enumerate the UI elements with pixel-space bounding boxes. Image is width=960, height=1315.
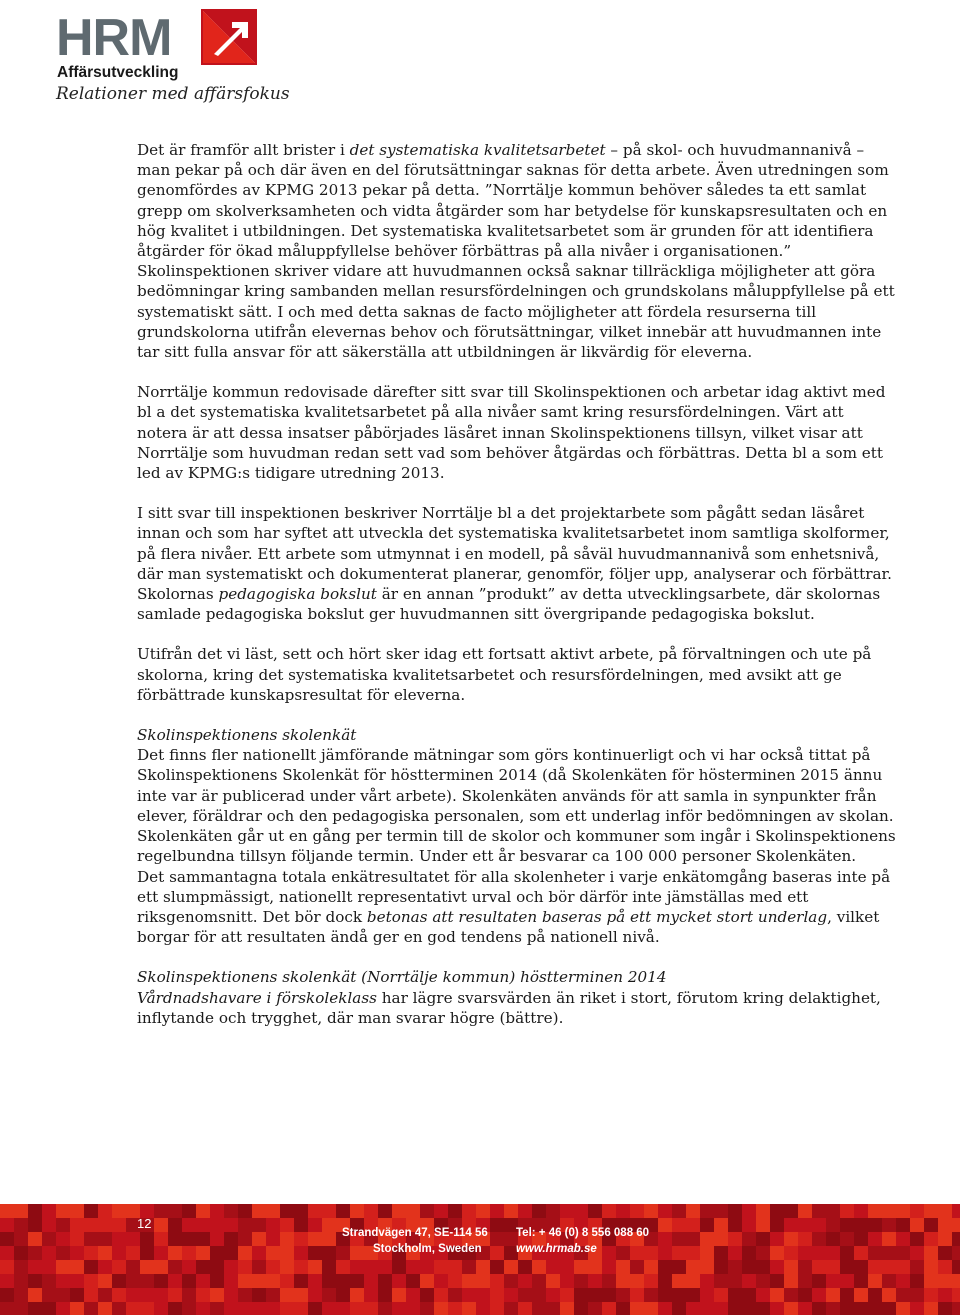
- paragraph-4: Utifrån det vi läst, sett och hört sker idag ett fortsatt aktivt arbete, på förvaltningen och ute på skolorna, kring det systematiska kvalitetsarbetet och resursfördelningen, med avsikt att ge förbättrade kunskapsresultat för eleverna.: [137, 645, 872, 704]
- section-heading: Skolinspektionens skolenkät (Norrtälje kommun) höstterminen 2014: [137, 968, 667, 987]
- footer-band: [0, 1204, 960, 1315]
- hrm-logo: [52, 6, 290, 106]
- document-body: [137, 140, 897, 1048]
- footer-contact: Tel: + 46 (0) 8 556 088 60 www.hrmab.se: [516, 1227, 650, 1255]
- logo-subtitle: Affärsutveckling: [57, 64, 179, 81]
- paragraph-2: Norrtälje kommun redovisade därefter sitt svar till Skolinspektionen och arbetar idag aktivt med bl a det systematiska kvalitetsarbetet på alla nivåer samt kring resursfördelningen. Värt att notera är att dessa insatser påbörjades läsåret innan Skolinspektionens tillsyn, vilket visar att Norrtälje som huvudman redan sett vad som behöver åtgärdas och förbättras. Detta bl a som ett led av KPMG:s tidigare utredning 2013.: [137, 383, 886, 483]
- inline-emphasis: Vårdnadshavare i förskoleklass: [137, 988, 377, 1007]
- website-link[interactable]: www.hrmab.se: [516, 1243, 597, 1255]
- section-norrtalje: Skolinspektionens skolenkät (Norrtälje kommun) höstterminen 2014 Vårdnadshavare i förskoleklass har lägre svarsvärden än riket i stort, förutom kring delaktighet, inflytande och trygghet, där man svarar högre (bättre).: [137, 968, 881, 1027]
- paragraph-3: I sitt svar till inspektionen beskriver Norrtälje bl a det projektarbete som pågått sedan läsåret innan och som har syftet att utveckla det systematiska kvalitetsarbetet inom samtliga skolformer, på flera nivåer. Ett arbete som utmynnat i en modell, på såväl huvudmannanivå som enhetsnivå, där man systematiskt och dokumenterat planerar, genomför, följer upp, analyserar och förbättrar. Skolornas pedagogiska bokslut är en annan ”produkt” av detta utvecklingsarbete, där skolornas samlade pedagogiska bokslut ger huvudmannen sitt övergripande pedagogiska bokslut.: [137, 504, 892, 624]
- logo-wordmark: HRM: [56, 9, 172, 67]
- page-number: 12: [137, 1216, 152, 1231]
- logo-tagline: Relationer med affärsfokus: [56, 84, 290, 104]
- section-skolenkat: [137, 725, 897, 947]
- section-heading: Skolinspektionens skolenkät: [137, 726, 357, 745]
- paragraph-6: Det sammantagna totala enkätresultatet för alla skolenheter i varje enkätomgång baseras inte på ett slumpmässigt, nationellt representativt urval och bör därför inte jämställas med ett riksgenomsnitt. Det bör dock betonas att resultaten baseras på ett mycket stort underlag, vilket borgar för att resultaten ändå ger en god tendens på nationell nivå.: [137, 867, 891, 947]
- paragraph-1: Det är framför allt brister i det systematiska kvalitetsarbetet – på skol- och huvudmannanivå – man pekar på och där även en del förutsättningar saknas för detta arbete. Även utredningen som genomfördes av KPMG 2013 pekar på detta. ”Norrtälje kommun behöver således ta ett samlat grepp om skolverksamheten och vidta åtgärder som har betydelse för kunskapsresultaten och en hög kvalitet i utbildningen. Det systematiska kvalitetsarbetet som är grunden för att identifiera åtgärder för ökad måluppfyllelse behöver förbättras på alla nivåer i organisationen.” Skolinspektionen skriver vidare att huvudmannen också saknar tillräckliga möjligheter att göra bedömningar kring sambanden mellan resursfördelningen och grundskolans måluppfyllelse på ett systematiskt sätt. I och med detta saknas de facto möjligheter att fördela resurserna till grundskolorna utifrån elevernas behov och förutsättningar, vilket innebär att huvudmannen inte tar sitt fulla ansvar för att säkerställa att utbildningen är likvärdig för eleverna.: [137, 141, 895, 362]
- paragraph-5: Det finns fler nationellt jämförande mätningar som görs kontinuerligt och vi har också tittat på Skolinspektionens Skolenkät för höstterminen 2014 (då Skolenkäten för hösterminen 2015 ännu inte var är publicerad under vårt arbete). Skolenkäten används för att samla in synpunkter från elever, föräldrar och den pedagogiska personalen, som ett underlag inför bedömningen av skolan. Skolenkäten går ut en gång per termin till de skolor och kommuner som ingår i Skolinspektionens regelbundna tillsyn följande termin. Under ett år besvarar ca 100 000 personer Skolenkäten.: [137, 746, 896, 866]
- footer-address: Strandvägen 47, SE-114 56 Stockholm, Sweden: [342, 1227, 488, 1255]
- arrow-logo-icon: [196, 6, 260, 70]
